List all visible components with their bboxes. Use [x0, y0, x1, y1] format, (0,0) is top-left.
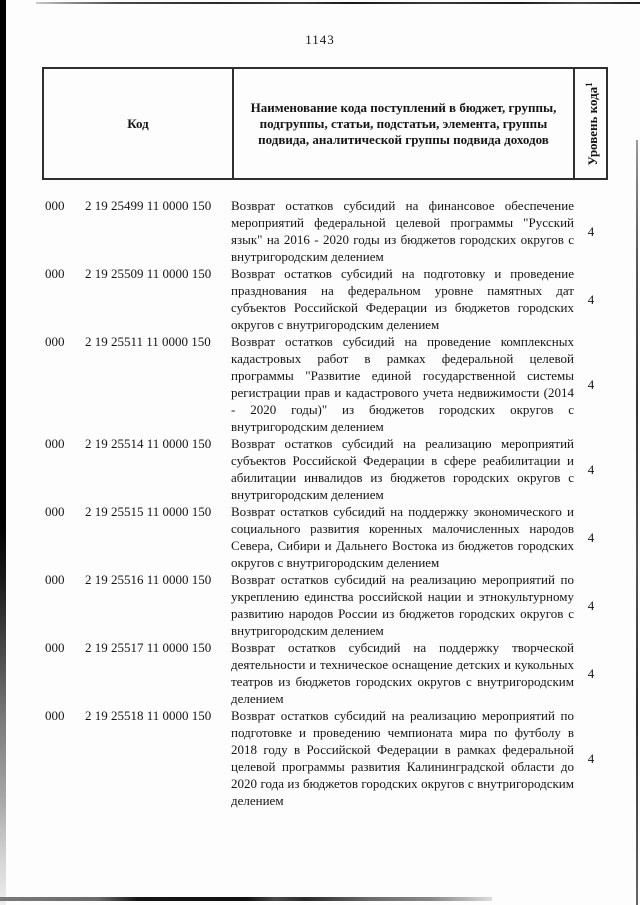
row-level-value: 4 — [587, 223, 595, 239]
level-label: Уровень кода — [584, 86, 600, 166]
row-level-value: 4 — [587, 461, 595, 477]
scan-edge-smudge-bottom — [0, 897, 492, 901]
row-name-text: Возврат остатков субсидий на проведение комплексных кадастровых работ в рамках федеральной целевой программы "Развитие единой государственной системы регистрации прав и кадастрового учета недвижимости (2014 - 2020 годы)" из бюджетов городских округов с внутригородским делением — [231, 334, 574, 434]
scan-edge-shadow-left — [0, 0, 6, 905]
row-admin-code: 000 — [45, 198, 65, 213]
row-name-text: Возврат остатков субсидий на поддержку экономического и социального развития коренных малочисленных народов Севера, Сибири и Дальнего Востока из бюджетов городских округов с внутригородским делением — [231, 504, 574, 570]
row-admin-code: 000 — [45, 504, 65, 519]
row-name-text: Возврат остатков субсидий на подготовку и проведение празднования на федеральном уровне памятных дат субъектов Российской Федерации из бюджетов городских округов с внутригородским делением — [231, 266, 574, 332]
row-level-value: 4 — [587, 376, 595, 392]
table-header — [42, 67, 608, 180]
table-row — [42, 333, 608, 435]
table-row — [42, 197, 608, 265]
column-header-level-rotated-text — [580, 82, 600, 165]
row-name-text: Возврат остатков субсидий на финансовое обеспечение мероприятий федеральной целевой программы "Русский язык" на 2016 - 2020 годы из бюджетов городских округов с внутригородским делением — [231, 198, 574, 264]
row-budget-code: 2 19 25514 11 0000 150 — [85, 436, 212, 451]
row-level-value: 4 — [587, 665, 595, 681]
row-admin-code: 000 — [45, 708, 65, 723]
row-name-text: Возврат остатков субсидий на поддержку творческой деятельности и техническое оснащение детских и кукольных театров из бюджетов городских округов с внутригородским делением — [231, 640, 574, 706]
column-header-level — [575, 69, 606, 178]
row-budget-code: 2 19 25499 11 0000 150 — [85, 198, 212, 213]
row-admin-code: 000 — [45, 436, 65, 451]
row-budget-code: 2 19 25509 11 0000 150 — [85, 266, 212, 281]
table-row — [42, 639, 608, 707]
row-budget-code: 2 19 25517 11 0000 150 — [85, 640, 212, 655]
row-level-value: 4 — [587, 597, 595, 613]
row-level-value: 4 — [587, 291, 595, 307]
scan-edge-line-top — [36, 2, 640, 4]
row-budget-code: 2 19 25518 11 0000 150 — [85, 708, 212, 723]
table-row — [42, 707, 608, 809]
row-level-value: 4 — [587, 529, 595, 545]
table-row — [42, 265, 608, 333]
column-header-name: Наименование кода поступлений в бюджет, группы, подгруппы, статьи, подстатьи, элемента, группы подвида, аналитической группы подвида доходов — [232, 69, 575, 178]
row-admin-code: 000 — [45, 572, 65, 587]
table-body — [42, 197, 608, 809]
row-admin-code: 000 — [45, 266, 65, 281]
scan-edge-line-right — [636, 140, 638, 905]
row-budget-code: 2 19 25511 11 0000 150 — [85, 334, 211, 349]
row-level-value: 4 — [587, 750, 595, 766]
level-footnote-marker: 1 — [583, 81, 594, 87]
row-name-text: Возврат остатков субсидий на реализацию мероприятий по укреплению единства российской нации и этнокультурному развитию народов России из бюджетов городских округов с внутригородским делением — [231, 572, 574, 638]
row-admin-code: 000 — [45, 334, 65, 349]
row-name-text: Возврат остатков субсидий на реализацию мероприятий по подготовке и проведению чемпионата мира по футболу в 2018 году в Российской Федерации в рамках федеральной целевой программы развития Калининградской области до 2020 года из бюджетов городских округов с внутригородским делением — [231, 708, 574, 808]
row-budget-code: 2 19 25515 11 0000 150 — [85, 504, 212, 519]
row-admin-code: 000 — [45, 640, 65, 655]
row-budget-code: 2 19 25516 11 0000 150 — [85, 572, 212, 587]
table-row — [42, 435, 608, 503]
table-row — [42, 571, 608, 639]
column-header-code: Код — [127, 115, 149, 131]
table-row — [42, 503, 608, 571]
row-name-text: Возврат остатков субсидий на реализацию мероприятий субъектов Российской Федерации в сфере реабилитации и абилитации инвалидов из бюджетов городских округов с внутригородским делением — [231, 436, 574, 502]
page-number: 1143 — [305, 32, 335, 47]
